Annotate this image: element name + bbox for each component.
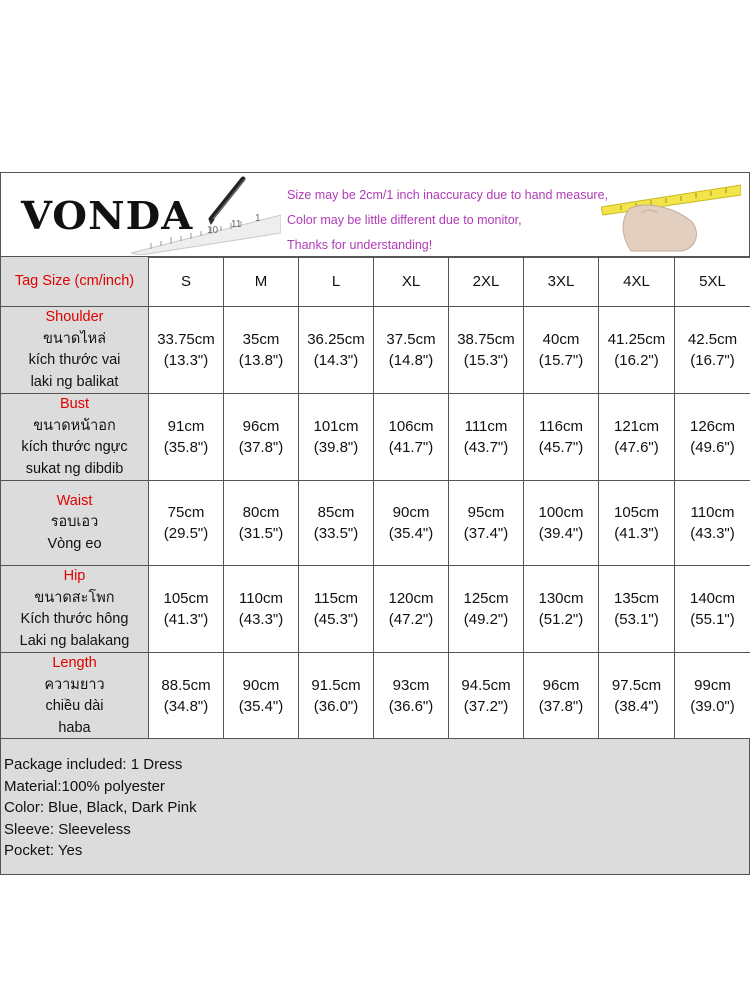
measurement-row-shoulder (1, 307, 750, 394)
measurement-notes (287, 183, 608, 258)
value-inch: (14.8") (388, 352, 434, 369)
value-inch: (36.0") (313, 698, 359, 715)
size-header: XL (374, 257, 449, 307)
value-cm: 140cm (689, 590, 736, 607)
tape-measure-hand-icon (601, 179, 741, 253)
table-cell (299, 394, 374, 481)
size-header: S (149, 257, 224, 307)
row-label (1, 566, 149, 653)
value-cm: 125cm (463, 590, 509, 607)
value-inch: (15.7") (538, 352, 584, 369)
value-cm: 90cm (242, 677, 280, 694)
value-cm: 35cm (242, 331, 280, 348)
value-cm: 96cm (542, 677, 580, 694)
value-inch: (51.2") (538, 611, 584, 628)
table-cell (149, 307, 224, 394)
size-header: M (224, 257, 299, 307)
row-title: Length (52, 655, 97, 671)
value-inch: (49.2") (463, 611, 509, 628)
value-cm: 115cm (314, 590, 358, 607)
value-inch: (16.2") (614, 352, 659, 369)
value-inch: (14.3") (313, 352, 359, 369)
table-cell (449, 394, 524, 481)
size-header-row (1, 257, 750, 307)
size-header: 4XL (599, 257, 675, 307)
value-inch: (35.4") (388, 525, 434, 542)
corner-label: Tag Size (cm/inch) (1, 257, 149, 307)
value-inch: (31.5") (238, 525, 284, 542)
value-cm: 100cm (538, 504, 584, 521)
value-cm: 105cm (613, 504, 660, 521)
table-cell (374, 307, 449, 394)
table-cell (599, 653, 675, 740)
value-cm: 111cm (464, 418, 508, 435)
value-cm: 120cm (388, 590, 434, 607)
row-translation: ความยาว (44, 676, 105, 693)
value-cm: 110cm (690, 504, 735, 521)
value-inch: (29.5") (163, 525, 209, 542)
note-line: Size may be 2cm/1 inch inaccuracy due to hand measure, (287, 188, 609, 202)
table-cell (675, 566, 750, 653)
value-inch: (43.3") (690, 525, 735, 542)
row-label (1, 653, 149, 740)
value-cm: 41.25cm (607, 331, 666, 348)
table-cell (449, 481, 524, 566)
measurement-row-waist (1, 481, 750, 566)
row-translation: laki ng balikat (30, 373, 119, 390)
detail-line: Color: Blue, Black, Dark Pink (4, 799, 197, 817)
table-cell (224, 307, 299, 394)
value-cm: 96cm (242, 418, 280, 435)
value-inch: (41.3") (163, 611, 209, 628)
table-cell (675, 307, 750, 394)
value-cm: 116cm (539, 418, 583, 435)
value-inch: (39.8") (313, 439, 359, 456)
size-header: 2XL (449, 257, 524, 307)
value-cm: 106cm (388, 418, 434, 435)
table-cell (449, 307, 524, 394)
value-cm: 90cm (392, 504, 430, 521)
measurement-row-length (1, 653, 750, 740)
row-translation: ขนาดสะโพก (34, 589, 115, 606)
value-inch: (16.7") (690, 352, 735, 369)
value-inch: (49.6") (690, 439, 735, 456)
value-cm: 75cm (167, 504, 205, 521)
value-cm: 91cm (167, 418, 205, 435)
value-inch: (41.3") (614, 525, 659, 542)
table-cell (149, 566, 224, 653)
row-translation: sukat ng dibdib (25, 460, 124, 477)
value-inch: (37.8") (538, 698, 584, 715)
value-cm: 33.75cm (157, 331, 215, 348)
value-inch: (47.6") (614, 439, 659, 456)
detail-line: Pocket: Yes (4, 842, 83, 860)
value-inch: (47.2") (388, 611, 434, 628)
detail-line: Package included: 1 Dress (4, 756, 183, 773)
value-inch: (33.5") (313, 525, 359, 542)
row-translation: kích thước ngực (21, 439, 128, 455)
row-translation: Laki ng balakang (19, 632, 130, 649)
row-translation: ขนาดไหล่ (42, 330, 107, 347)
value-cm: 95cm (467, 504, 505, 521)
table-cell (149, 481, 224, 566)
value-inch: (38.4") (614, 698, 659, 715)
table-cell (299, 307, 374, 394)
value-inch: (55.1") (690, 611, 735, 628)
value-inch: (41.7") (388, 439, 434, 456)
note-line: Thanks for understanding! (287, 238, 433, 252)
value-inch: (37.4") (463, 525, 509, 542)
table-cell (675, 394, 750, 481)
value-cm: 110cm (239, 590, 283, 607)
row-label (1, 481, 149, 566)
ruler-mark: 11 (231, 219, 242, 230)
table-cell (224, 394, 299, 481)
table-cell (149, 394, 224, 481)
row-translation: haba (58, 719, 91, 736)
row-translation: Kích thước hông (20, 611, 129, 627)
value-cm: 101cm (313, 418, 359, 435)
value-inch: (37.2") (463, 698, 509, 715)
value-inch: (53.1") (614, 611, 659, 628)
row-label (1, 307, 149, 394)
value-cm: 126cm (689, 418, 736, 435)
table-cell (149, 653, 224, 740)
value-cm: 99cm (694, 677, 731, 694)
table-cell (524, 394, 599, 481)
table-cell (449, 566, 524, 653)
value-cm: 37.5cm (386, 331, 436, 348)
value-inch: (37.8") (238, 439, 284, 456)
value-cm: 93cm (392, 677, 430, 694)
value-inch: (15.3") (463, 352, 509, 369)
product-details (0, 738, 750, 875)
table-cell (675, 481, 750, 566)
row-translation: รอบเอว (50, 514, 99, 531)
size-header: 5XL (675, 257, 750, 307)
value-cm: 105cm (163, 590, 209, 607)
size-header: L (299, 257, 374, 307)
value-cm: 85cm (317, 504, 355, 521)
value-inch: (36.6") (388, 698, 434, 715)
row-title: Bust (59, 396, 89, 412)
value-cm: 121cm (613, 418, 660, 435)
table-cell (224, 653, 299, 740)
ruler-mark: 1 (255, 213, 261, 224)
table-cell (524, 307, 599, 394)
value-inch: (13.8") (238, 352, 284, 369)
row-label (1, 394, 149, 481)
table-cell (599, 566, 675, 653)
table-cell (299, 653, 374, 740)
value-cm: 36.25cm (307, 331, 365, 348)
value-inch: (43.3") (238, 611, 284, 628)
value-cm: 130cm (538, 590, 584, 607)
value-inch: (39.4") (538, 525, 584, 542)
brand-logo: VONDA (21, 193, 194, 238)
table-cell (374, 481, 449, 566)
table-cell (599, 307, 675, 394)
row-translation: ขนาดหน้าอก (33, 417, 116, 434)
row-title: Shoulder (45, 309, 104, 325)
value-cm: 91.5cm (311, 677, 361, 694)
row-title: Hip (63, 568, 86, 584)
table-cell (299, 481, 374, 566)
value-inch: (34.8") (163, 698, 209, 715)
value-inch: (43.7") (463, 439, 509, 456)
table-cell (524, 653, 599, 740)
table-cell (599, 394, 675, 481)
table-cell (299, 566, 374, 653)
size-table (0, 256, 750, 740)
table-cell (675, 653, 750, 740)
note-line: Color may be little different due to monitor, (287, 213, 522, 227)
value-cm: 135cm (613, 590, 660, 607)
ruler-mark: 10 (207, 225, 219, 236)
detail-line: Material:100% polyester (4, 777, 165, 795)
value-inch: (35.8") (163, 439, 209, 456)
table-cell (524, 481, 599, 566)
value-cm: 38.75cm (457, 331, 515, 348)
value-cm: 88.5cm (161, 677, 211, 694)
size-chart (0, 172, 750, 874)
value-inch: (13.3") (163, 352, 209, 369)
table-cell (224, 566, 299, 653)
table-cell (374, 394, 449, 481)
measurement-row-bust (1, 394, 750, 481)
detail-line: Sleeve: Sleeveless (4, 820, 131, 838)
value-inch: (45.7") (538, 439, 584, 456)
table-cell (224, 481, 299, 566)
value-inch: (35.4") (238, 698, 284, 715)
value-inch: (39.0") (690, 698, 735, 715)
value-cm: 97.5cm (611, 677, 662, 694)
table-cell (449, 653, 524, 740)
value-cm: 80cm (242, 504, 280, 521)
value-inch: (45.3") (313, 611, 359, 628)
table-cell (374, 653, 449, 740)
pencil-ruler-icon (131, 175, 281, 255)
size-header: 3XL (524, 257, 599, 307)
row-title: Waist (56, 492, 93, 509)
value-cm: 40cm (542, 331, 580, 348)
value-cm: 94.5cm (461, 677, 511, 694)
value-cm: 42.5cm (687, 331, 738, 348)
row-translation: Vòng eo (47, 535, 102, 552)
table-cell (374, 566, 449, 653)
table-cell (524, 566, 599, 653)
row-translation: kích thước vai (28, 352, 121, 368)
row-translation: chiều dài (45, 698, 104, 714)
table-cell (599, 481, 675, 566)
measurement-row-hip (1, 566, 750, 653)
chart-header (0, 172, 750, 258)
